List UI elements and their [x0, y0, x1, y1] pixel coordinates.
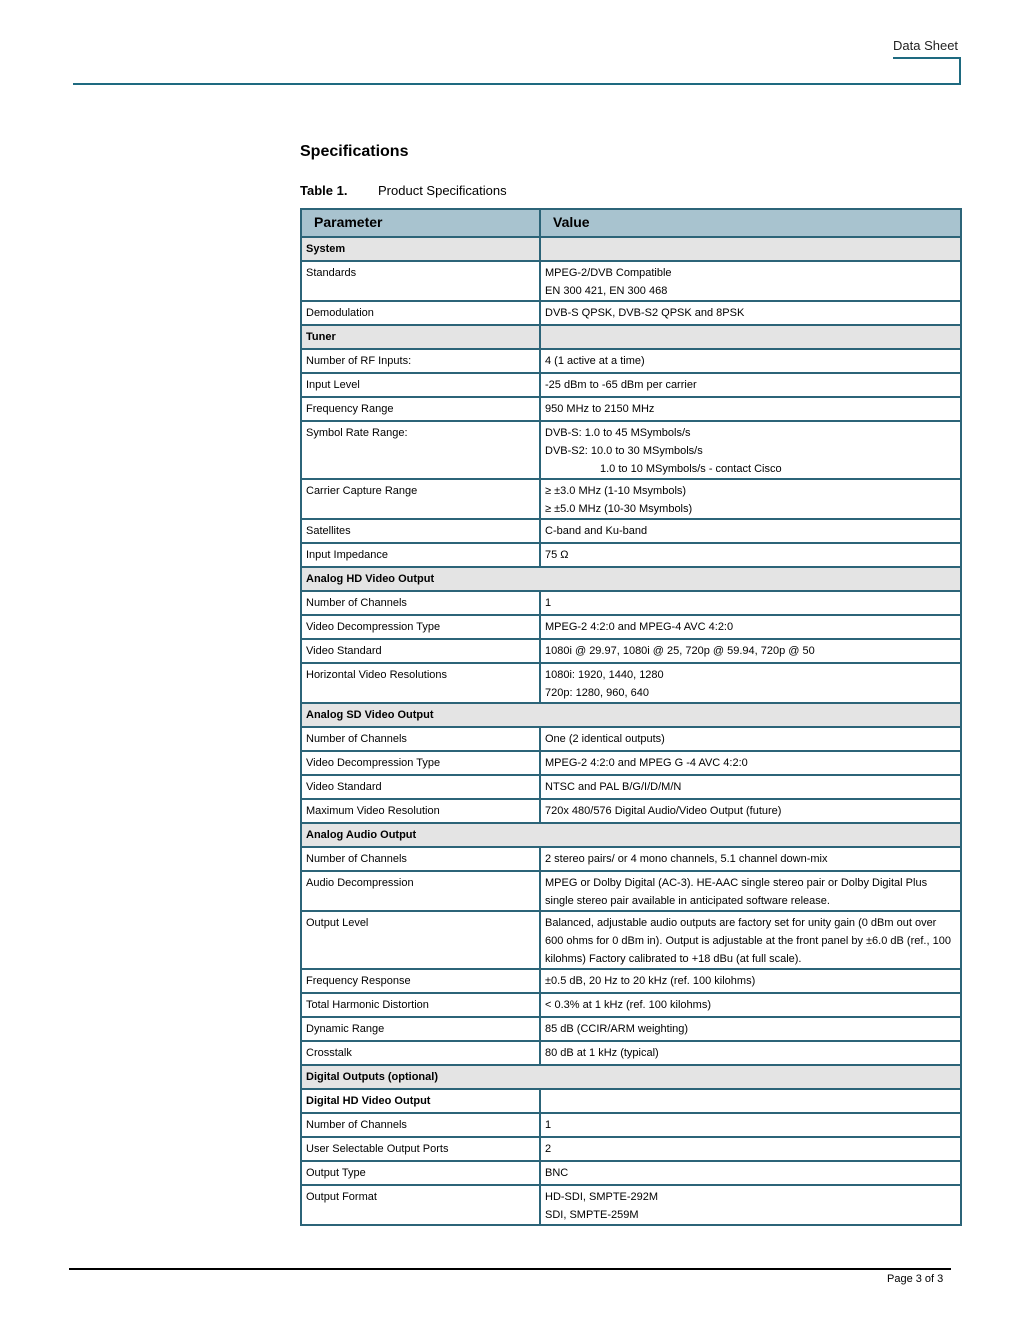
parameter-cell: Video Decompression Type [301, 751, 540, 775]
table-body [301, 237, 961, 1225]
parameter-cell: Number of RF Inputs: [301, 349, 540, 373]
table-row [301, 591, 961, 615]
value-cell [540, 1041, 961, 1065]
value-line: MPEG-2 4:2:0 and MPEG G -4 AVC 4:2:0 [545, 757, 748, 769]
value-line: HD-SDI, SMPTE-292M [545, 1191, 659, 1203]
table-caption [300, 183, 507, 198]
value-line: 80 dB at 1 kHz (typical) [545, 1047, 659, 1059]
value-cell [540, 1113, 961, 1137]
table-row [301, 1041, 961, 1065]
value-line: MPEG-2/DVB Compatible [545, 267, 672, 279]
parameter-cell: User Selectable Output Ports [301, 1137, 540, 1161]
value-line: SDI, SMPTE-259M [545, 1209, 639, 1221]
table-row [301, 639, 961, 663]
table-row [301, 847, 961, 871]
parameter-cell: Video Standard [301, 775, 540, 799]
section-row [301, 567, 961, 591]
subsection-row [301, 1089, 961, 1113]
table-row [301, 519, 961, 543]
parameter-cell: Crosstalk [301, 1041, 540, 1065]
value-line: 2 stereo pairs/ or 4 mono channels, 5.1 channel down-mix [545, 853, 828, 865]
table-row [301, 727, 961, 751]
header-bracket [893, 57, 961, 85]
value-cell [540, 847, 961, 871]
value-cell [540, 1185, 961, 1225]
table-row [301, 543, 961, 567]
section-title: Specifications [300, 143, 409, 160]
value-line: Balanced, adjustable audio outputs are factory set for unity gain (0 dBm out over 600 ohms for 0 dBm in). Output is adjustable at the front panel by ±6.0 dB (ref., 100 kilohms) Factory calibrated to +18 dBu (at full scale). [545, 917, 951, 965]
value-line: -25 dBm to -65 dBm per carrier [545, 379, 697, 391]
value-line: MPEG or Dolby Digital (AC-3). HE-AAC single stereo pair or Dolby Digital Plus single stereo pair available in anticipated software release. [545, 877, 928, 907]
value-cell [540, 325, 961, 349]
table-row [301, 1137, 961, 1161]
value-cell [540, 1017, 961, 1041]
value-cell [540, 479, 961, 519]
table-row [301, 799, 961, 823]
value-cell [540, 397, 961, 421]
table-row [301, 1017, 961, 1041]
value-line: 1 [545, 1119, 552, 1131]
value-line: 1080i: 1920, 1440, 1280 [545, 669, 664, 681]
parameter-cell: Frequency Range [301, 397, 540, 421]
parameter-cell: Number of Channels [301, 727, 540, 751]
spec-table [300, 208, 962, 1226]
value-cell [540, 1137, 961, 1161]
parameter-cell: Digital Outputs (optional) [301, 1065, 961, 1089]
value-cell [540, 301, 961, 325]
value-line: ±0.5 dB, 20 Hz to 20 kHz (ref. 100 kilohms) [545, 975, 756, 987]
value-cell [540, 543, 961, 567]
table-row [301, 1113, 961, 1137]
value-cell [540, 639, 961, 663]
value-line: ≥ ±3.0 MHz (1-10 Msymbols) [545, 485, 687, 497]
value-cell [540, 1161, 961, 1185]
value-line: DVB-S: 1.0 to 45 MSymbols/s [545, 427, 691, 439]
table-row [301, 349, 961, 373]
parameter-cell: System [301, 237, 540, 261]
parameter-cell: Dynamic Range [301, 1017, 540, 1041]
value-cell [540, 663, 961, 703]
value-cell [540, 727, 961, 751]
parameter-cell: Input Level [301, 373, 540, 397]
section-row [301, 1065, 961, 1089]
parameter-cell: Number of Channels [301, 1113, 540, 1137]
parameter-cell: Output Type [301, 1161, 540, 1185]
section-row [301, 325, 961, 349]
page-number: Page 3 of 3 [887, 1273, 944, 1285]
parameter-cell: Digital HD Video Output [301, 1089, 540, 1113]
parameter-cell: Analog Audio Output [301, 823, 961, 847]
table-row [301, 261, 961, 301]
table-row [301, 993, 961, 1017]
value-line: 720x 480/576 Digital Audio/Video Output (future) [545, 805, 782, 817]
table-row [301, 969, 961, 993]
value-line: BNC [545, 1167, 569, 1179]
table-row [301, 615, 961, 639]
value-line: ≥ ±5.0 MHz (10-30 Msymbols) [545, 503, 693, 515]
value-cell [540, 799, 961, 823]
value-line: < 0.3% at 1 kHz (ref. 100 kilohms) [545, 999, 711, 1011]
table-row [301, 1161, 961, 1185]
parameter-cell: Frequency Response [301, 969, 540, 993]
value-cell [540, 349, 961, 373]
parameter-cell: Audio Decompression [301, 871, 540, 911]
parameter-cell: Number of Channels [301, 591, 540, 615]
table-header-row [301, 209, 961, 237]
parameter-cell: Maximum Video Resolution [301, 799, 540, 823]
value-cell [540, 421, 961, 479]
value-line: NTSC and PAL B/G/I/D/M/N [545, 781, 682, 793]
value-line: DVB-S QPSK, DVB-S2 QPSK and 8PSK [545, 307, 745, 319]
header-label: Data Sheet [893, 38, 959, 53]
value-line: 2 [545, 1143, 552, 1155]
table-row [301, 421, 961, 479]
value-line: 950 MHz to 2150 MHz [545, 403, 655, 415]
value-line: 85 dB (CCIR/ARM weighting) [545, 1023, 689, 1035]
value-cell [540, 615, 961, 639]
value-line: DVB-S2: 10.0 to 30 MSymbols/s [545, 445, 703, 457]
section-row [301, 823, 961, 847]
table-row [301, 301, 961, 325]
value-cell [540, 261, 961, 301]
parameter-cell: Output Level [301, 911, 540, 969]
table-row [301, 911, 961, 969]
parameter-cell: Standards [301, 261, 540, 301]
table-row [301, 663, 961, 703]
parameter-cell: Analog SD Video Output [301, 703, 961, 727]
value-line: C-band and Ku-band [545, 525, 648, 537]
value-cell [540, 969, 961, 993]
value-cell [540, 911, 961, 969]
value-line: One (2 identical outputs) [545, 733, 665, 745]
column-header-value: Value [540, 209, 961, 237]
section-row [301, 237, 961, 261]
parameter-cell: Output Format [301, 1185, 540, 1225]
table-row [301, 871, 961, 911]
value-cell [540, 519, 961, 543]
value-line: 1.0 to 10 MSymbols/s - contact Cisco [600, 463, 782, 475]
value-line: 1080i @ 29.97, 1080i @ 25, 720p @ 59.94, 720p @ 50 [545, 645, 815, 657]
parameter-cell: Video Decompression Type [301, 615, 540, 639]
table-caption-title: Product Specifications [378, 183, 507, 198]
parameter-cell: Carrier Capture Range [301, 479, 540, 519]
table-row [301, 397, 961, 421]
value-line: 1 [545, 597, 552, 609]
value-line: MPEG-2 4:2:0 and MPEG-4 AVC 4:2:0 [545, 621, 734, 633]
value-cell [540, 993, 961, 1017]
parameter-cell: Number of Channels [301, 847, 540, 871]
value-line: 720p: 1280, 960, 640 [545, 687, 649, 699]
value-cell [540, 1089, 961, 1113]
header-rule [73, 83, 961, 85]
value-cell [540, 775, 961, 799]
table-row [301, 373, 961, 397]
value-cell [540, 591, 961, 615]
footer-rule [69, 1268, 951, 1270]
table-row [301, 479, 961, 519]
column-header-parameter: Parameter [301, 209, 540, 237]
value-cell [540, 751, 961, 775]
parameter-cell: Demodulation [301, 301, 540, 325]
value-line: 75 Ω [545, 549, 569, 561]
parameter-cell: Satellites [301, 519, 540, 543]
table-caption-number: Table 1. [300, 183, 348, 198]
value-cell [540, 373, 961, 397]
table-row [301, 775, 961, 799]
parameter-cell: Analog HD Video Output [301, 567, 961, 591]
parameter-cell: Symbol Rate Range: [301, 421, 540, 479]
parameter-cell: Video Standard [301, 639, 540, 663]
parameter-cell: Input Impedance [301, 543, 540, 567]
parameter-cell: Tuner [301, 325, 540, 349]
value-cell [540, 237, 961, 261]
value-line: 4 (1 active at a time) [545, 355, 645, 367]
value-cell [540, 871, 961, 911]
parameter-cell: Total Harmonic Distortion [301, 993, 540, 1017]
value-line: EN 300 421, EN 300 468 [545, 285, 668, 297]
section-row [301, 703, 961, 727]
parameter-cell: Horizontal Video Resolutions [301, 663, 540, 703]
table-row [301, 1185, 961, 1225]
table-row [301, 751, 961, 775]
